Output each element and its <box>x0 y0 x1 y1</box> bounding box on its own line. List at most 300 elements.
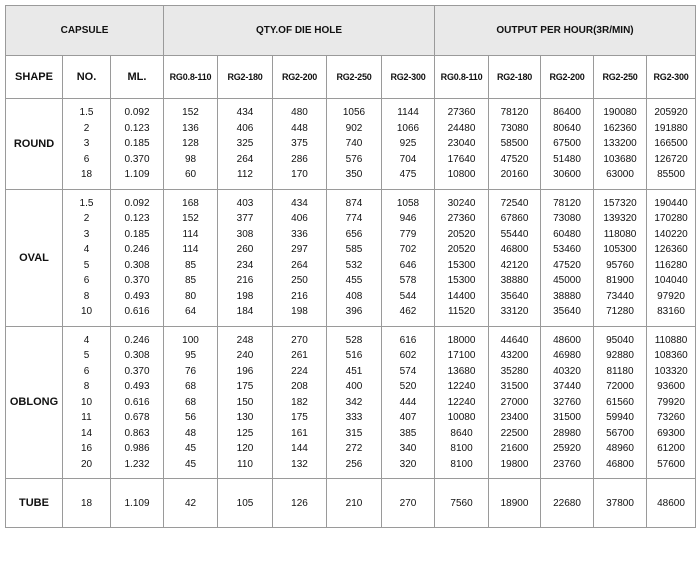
table-value: 118080 <box>603 228 637 240</box>
qty-die-hole-cell <box>218 479 273 528</box>
table-value: 0.092 <box>124 197 150 209</box>
table-value: 56700 <box>606 427 634 439</box>
table-value: 64 <box>184 306 197 317</box>
table-value: 110 <box>237 458 253 470</box>
ml-column-header: ML. <box>111 56 164 99</box>
table-value: 11 <box>81 412 92 423</box>
table-value: 95040 <box>606 334 634 346</box>
table-value: 114 <box>182 228 199 240</box>
qty-die-hole-cell <box>273 326 327 479</box>
qty-model-header: RG2-250 <box>327 56 382 99</box>
table-value: 48600 <box>657 497 685 509</box>
table-value: 85500 <box>657 169 685 180</box>
table-value: 72000 <box>606 381 634 392</box>
table-value: 60 <box>184 169 197 180</box>
table-value: 73080 <box>500 122 529 134</box>
qty-model-header: RG0.8-110 <box>164 56 218 99</box>
table-body <box>6 99 696 528</box>
table-value: 342 <box>345 396 363 408</box>
table-value: 108360 <box>654 350 688 361</box>
table-value: 308 <box>236 228 254 240</box>
table-value: 130 <box>236 412 254 423</box>
table-value: 126360 <box>654 244 688 255</box>
table-value: 35640 <box>500 290 529 302</box>
table-value: 20160 <box>500 169 529 180</box>
table-value: 576 <box>345 153 363 165</box>
table-value: 462 <box>399 306 417 317</box>
table-value: 144 <box>291 443 308 454</box>
table-value: 0.493 <box>124 290 150 302</box>
table-value: 210 <box>345 497 363 509</box>
ml-cell <box>111 189 164 326</box>
table-value: 1.5 <box>79 197 94 209</box>
no-column-header: NO. <box>63 56 111 99</box>
table-value: 1.109 <box>124 169 150 180</box>
output-per-hour-cell <box>435 479 489 528</box>
table-value: 0.986 <box>124 443 150 454</box>
output-model-header: RG2-300 <box>647 56 696 99</box>
shape-cell: ROUND <box>6 99 63 190</box>
table-value: 38880 <box>553 290 581 302</box>
table-value: 51480 <box>553 153 581 165</box>
output-per-hour-cell <box>489 99 541 190</box>
table-value: 21600 <box>500 443 529 454</box>
table-value: 0.616 <box>124 396 150 408</box>
table-value: 0.246 <box>124 244 150 255</box>
table-value: 47520 <box>500 153 529 165</box>
table-value: 320 <box>399 458 417 470</box>
table-value: 46800 <box>606 458 634 470</box>
table-value: 152 <box>182 107 199 118</box>
qty-die-hole-cell <box>327 326 382 479</box>
table-value: 7560 <box>450 497 473 509</box>
capsule-table-wrapper <box>5 5 695 528</box>
table-value: 190440 <box>654 197 688 209</box>
table-value: 175 <box>291 412 308 423</box>
output-model-header: RG2-180 <box>489 56 541 99</box>
capsule-spec-table <box>5 5 696 528</box>
qty-model-header: RG2-180 <box>218 56 273 99</box>
table-value: 140220 <box>654 228 688 240</box>
table-value: 0.493 <box>124 381 150 392</box>
table-value: 385 <box>399 427 417 439</box>
table-value: 325 <box>236 138 254 149</box>
table-value: 6 <box>83 275 90 286</box>
table-value: 46980 <box>553 350 581 361</box>
table-value: 45 <box>184 443 197 454</box>
table-value: 528 <box>345 334 363 346</box>
output-per-hour-cell <box>647 99 696 190</box>
table-value: 98 <box>184 153 197 165</box>
table-value: 23760 <box>553 458 581 470</box>
table-value: 261 <box>291 350 308 361</box>
table-value: 400 <box>345 381 363 392</box>
table-value: 11520 <box>447 306 476 317</box>
table-value: 578 <box>399 275 417 286</box>
table-value: 38880 <box>500 275 529 286</box>
table-value: 71280 <box>606 306 634 317</box>
table-value: 86400 <box>553 107 581 118</box>
table-value: 779 <box>399 228 417 240</box>
table-value: 10080 <box>447 412 476 423</box>
table-value: 105 <box>236 497 254 509</box>
table-value: 286 <box>291 153 308 165</box>
table-value: 375 <box>291 138 308 149</box>
table-value: 315 <box>345 427 363 439</box>
table-value: 182 <box>291 396 308 408</box>
qty-die-hole-cell <box>273 99 327 190</box>
qty-die-hole-cell <box>382 99 435 190</box>
table-value: 132 <box>291 458 308 470</box>
table-value: 114 <box>182 244 199 255</box>
table-value: 1144 <box>397 107 419 118</box>
table-value: 48 <box>184 427 197 439</box>
table-value: 47520 <box>553 259 581 271</box>
table-value: 191880 <box>654 122 688 134</box>
table-value: 8100 <box>450 443 473 454</box>
table-value: 59940 <box>606 412 634 423</box>
output-per-hour-cell <box>594 326 647 479</box>
table-value: 0.370 <box>124 153 150 165</box>
output-per-hour-cell <box>594 99 647 190</box>
table-value: 81180 <box>606 365 634 377</box>
table-value: 4 <box>83 334 90 346</box>
table-value: 20520 <box>447 244 476 255</box>
table-value: 17640 <box>447 153 476 165</box>
table-value: 264 <box>291 259 308 271</box>
table-value: 104040 <box>654 275 688 286</box>
output-per-hour-cell <box>541 99 594 190</box>
table-value: 480 <box>291 107 308 118</box>
table-value: 240 <box>236 350 254 361</box>
table-value: 256 <box>345 458 363 470</box>
ml-cell <box>111 326 164 479</box>
output-per-hour-cell <box>647 189 696 326</box>
table-value: 16 <box>80 443 93 454</box>
table-value: 0.370 <box>124 275 150 286</box>
qty-die-hole-cell <box>164 479 218 528</box>
no-cell <box>63 326 111 479</box>
table-value: 18000 <box>447 334 476 346</box>
table-value: 112 <box>237 169 253 180</box>
table-value: 0.185 <box>124 228 150 240</box>
capsule-header: CAPSULE <box>6 6 164 56</box>
table-value: 8 <box>83 290 90 302</box>
table-value: 6 <box>83 365 90 377</box>
table-value: 250 <box>291 275 308 286</box>
table-value: 0.678 <box>124 412 150 423</box>
table-value: 73080 <box>553 213 581 224</box>
table-value: 133200 <box>603 138 637 149</box>
table-value: 14400 <box>447 290 476 302</box>
table-value: 128 <box>182 138 199 149</box>
qty-model-header: RG2-300 <box>382 56 435 99</box>
table-value: 40320 <box>553 365 581 377</box>
table-value: 152 <box>182 213 199 224</box>
table-value: 925 <box>399 138 417 149</box>
table-value: 58500 <box>500 138 529 149</box>
shape-group-row <box>6 189 696 326</box>
table-value: 157320 <box>603 197 637 209</box>
table-value: 33120 <box>500 306 529 317</box>
table-value: 434 <box>236 107 254 118</box>
table-value: 2 <box>83 213 90 224</box>
table-value: 1058 <box>396 197 420 209</box>
table-value: 72540 <box>500 197 529 209</box>
table-value: 216 <box>236 275 254 286</box>
table-value: 103680 <box>603 153 637 165</box>
table-value: 190080 <box>603 107 637 118</box>
qty-die-hole-cell <box>218 189 273 326</box>
table-value: 79920 <box>657 396 685 408</box>
table-value: 8100 <box>450 458 473 470</box>
table-value: 4 <box>83 244 90 255</box>
table-value: 0.123 <box>124 122 150 134</box>
table-value: 105300 <box>603 244 637 255</box>
table-value: 28980 <box>553 427 581 439</box>
table-value: 53460 <box>553 244 581 255</box>
table-value: 95760 <box>606 259 634 271</box>
table-value: 340 <box>399 443 417 454</box>
qty-die-hole-cell <box>382 326 435 479</box>
table-value: 80640 <box>553 122 581 134</box>
table-value: 532 <box>345 259 363 271</box>
table-value: 333 <box>345 412 363 423</box>
table-value: 10 <box>80 396 93 408</box>
shape-cell: OBLONG <box>6 326 63 479</box>
table-value: 616 <box>399 334 417 346</box>
qty-die-hole-cell <box>218 99 273 190</box>
table-value: 704 <box>399 153 417 165</box>
table-value: 100 <box>182 334 199 346</box>
output-per-hour-cell <box>435 189 489 326</box>
output-per-hour-cell <box>489 326 541 479</box>
table-value: 0.308 <box>124 259 150 271</box>
table-value: 248 <box>236 334 254 346</box>
shape-cell: TUBE <box>6 479 63 528</box>
output-per-hour-cell <box>489 189 541 326</box>
table-value: 1.232 <box>124 458 150 470</box>
table-value: 93600 <box>657 381 685 392</box>
table-value: 2 <box>83 122 90 134</box>
table-value: 336 <box>291 228 308 240</box>
table-value: 68 <box>184 381 197 392</box>
table-value: 80 <box>184 290 197 302</box>
ml-cell <box>111 479 164 528</box>
table-value: 403 <box>236 197 254 209</box>
table-value: 0.185 <box>124 138 150 149</box>
output-per-hour-cell <box>594 479 647 528</box>
table-value: 92880 <box>606 350 634 361</box>
table-value: 23040 <box>447 138 476 149</box>
qty-die-hole-cell <box>273 189 327 326</box>
table-value: 22680 <box>553 497 581 509</box>
table-value: 31500 <box>553 412 581 423</box>
table-value: 168 <box>182 197 199 209</box>
table-value: 264 <box>236 153 254 165</box>
table-value: 205920 <box>654 107 688 118</box>
table-value: 150 <box>236 396 254 408</box>
table-value: 103320 <box>654 365 688 377</box>
shape-cell: OVAL <box>6 189 63 326</box>
table-value: 46800 <box>500 244 529 255</box>
table-value: 73440 <box>606 290 634 302</box>
table-value: 95 <box>184 350 197 361</box>
table-value: 30600 <box>553 169 581 180</box>
table-value: 3 <box>83 138 90 149</box>
qty-die-hole-cell <box>218 326 273 479</box>
qty-die-hole-header: QTY.OF DIE HOLE <box>164 6 435 56</box>
table-value: 0.246 <box>124 334 150 346</box>
output-per-hour-cell <box>647 479 696 528</box>
table-value: 13680 <box>447 365 476 377</box>
table-value: 42120 <box>500 259 529 271</box>
table-value: 136 <box>182 122 199 134</box>
table-value: 516 <box>345 350 363 361</box>
table-value: 544 <box>399 290 417 302</box>
table-value: 396 <box>345 306 363 317</box>
table-value: 85 <box>184 275 197 286</box>
table-value: 350 <box>345 169 363 180</box>
table-value: 196 <box>236 365 254 377</box>
table-value: 45000 <box>553 275 581 286</box>
table-value: 81900 <box>606 275 634 286</box>
table-value: 0.616 <box>124 306 150 317</box>
table-value: 56 <box>184 412 197 423</box>
table-value: 18 <box>80 497 93 509</box>
table-value: 83160 <box>657 306 685 317</box>
table-value: 377 <box>236 213 254 224</box>
table-value: 30240 <box>447 197 476 209</box>
table-value: 35280 <box>500 365 529 377</box>
table-value: 1.109 <box>124 497 150 509</box>
table-value: 270 <box>399 497 417 509</box>
qty-die-hole-cell <box>164 99 218 190</box>
table-value: 45 <box>184 458 197 470</box>
table-value: 76 <box>184 365 197 377</box>
table-value: 198 <box>236 290 254 302</box>
table-value: 78120 <box>500 107 529 118</box>
output-model-header: RG2-250 <box>594 56 647 99</box>
table-value: 43200 <box>500 350 529 361</box>
table-value: 297 <box>291 244 308 255</box>
table-value: 78120 <box>553 197 581 209</box>
qty-die-hole-cell <box>164 326 218 479</box>
table-value: 67500 <box>553 138 581 149</box>
shape-group-row <box>6 326 696 479</box>
table-value: 57600 <box>657 458 685 470</box>
table-value: 602 <box>399 350 417 361</box>
table-value: 68 <box>184 396 197 408</box>
table-value: 162360 <box>603 122 637 134</box>
table-value: 15300 <box>447 275 476 286</box>
table-value: 946 <box>399 213 417 224</box>
table-value: 8 <box>83 381 90 392</box>
table-value: 175 <box>236 381 254 392</box>
table-value: 407 <box>399 412 417 423</box>
output-per-hour-cell <box>541 479 594 528</box>
table-value: 48960 <box>606 443 634 454</box>
table-value: 740 <box>345 138 363 149</box>
table-value: 574 <box>399 365 417 377</box>
table-value: 20 <box>80 458 93 470</box>
table-value: 24480 <box>447 122 476 134</box>
output-model-header: RG2-200 <box>541 56 594 99</box>
table-value: 161 <box>291 427 308 439</box>
no-cell <box>63 99 111 190</box>
qty-die-hole-cell <box>382 479 435 528</box>
table-value: 19800 <box>500 458 529 470</box>
table-value: 10800 <box>447 169 476 180</box>
table-value: 37440 <box>553 381 581 392</box>
table-value: 1056 <box>342 107 366 118</box>
shape-group-row <box>6 99 696 190</box>
table-value: 17100 <box>447 350 476 361</box>
table-value: 27000 <box>500 396 529 408</box>
table-value: 0.863 <box>124 427 150 439</box>
table-value: 61560 <box>606 396 634 408</box>
table-value: 44640 <box>500 334 529 346</box>
table-value: 126 <box>291 497 308 509</box>
table-value: 42 <box>184 497 197 509</box>
table-value: 14 <box>80 427 93 439</box>
qty-die-hole-cell <box>327 99 382 190</box>
table-value: 774 <box>345 213 363 224</box>
table-value: 32760 <box>553 396 581 408</box>
table-value: 139320 <box>603 213 637 224</box>
table-value: 455 <box>345 275 363 286</box>
qty-die-hole-cell <box>164 189 218 326</box>
table-value: 97920 <box>657 290 685 302</box>
table-value: 15300 <box>447 259 476 271</box>
table-value: 874 <box>345 197 363 209</box>
output-per-hour-cell <box>489 479 541 528</box>
table-value: 216 <box>291 290 308 302</box>
table-value: 55440 <box>500 228 529 240</box>
table-value: 12240 <box>447 381 476 392</box>
shape-column-header: SHAPE <box>6 56 63 99</box>
table-value: 520 <box>399 381 417 392</box>
table-value: 18 <box>80 169 93 180</box>
table-value: 22500 <box>500 427 529 439</box>
table-value: 656 <box>345 228 363 240</box>
table-value: 224 <box>291 365 308 377</box>
table-value: 902 <box>345 122 363 134</box>
table-value: 198 <box>291 306 308 317</box>
table-value: 270 <box>291 334 308 346</box>
table-value: 126720 <box>654 153 688 165</box>
output-per-hour-cell <box>541 189 594 326</box>
shape-group-row <box>6 479 696 528</box>
table-value: 0.092 <box>124 107 150 118</box>
table-value: 234 <box>236 259 254 271</box>
table-value: 67860 <box>500 213 529 224</box>
output-per-hour-cell <box>435 99 489 190</box>
table-value: 61200 <box>657 443 685 454</box>
ml-cell <box>111 99 164 190</box>
table-value: 20520 <box>447 228 476 240</box>
table-value: 1066 <box>396 122 420 134</box>
table-value: 166500 <box>654 138 688 149</box>
table-value: 35640 <box>553 306 581 317</box>
table-value: 475 <box>399 169 417 180</box>
no-cell <box>63 189 111 326</box>
table-value: 125 <box>236 427 254 439</box>
table-value: 408 <box>345 290 363 302</box>
table-value: 116280 <box>654 259 688 271</box>
table-value: 27360 <box>447 107 476 118</box>
table-value: 3 <box>83 228 90 240</box>
